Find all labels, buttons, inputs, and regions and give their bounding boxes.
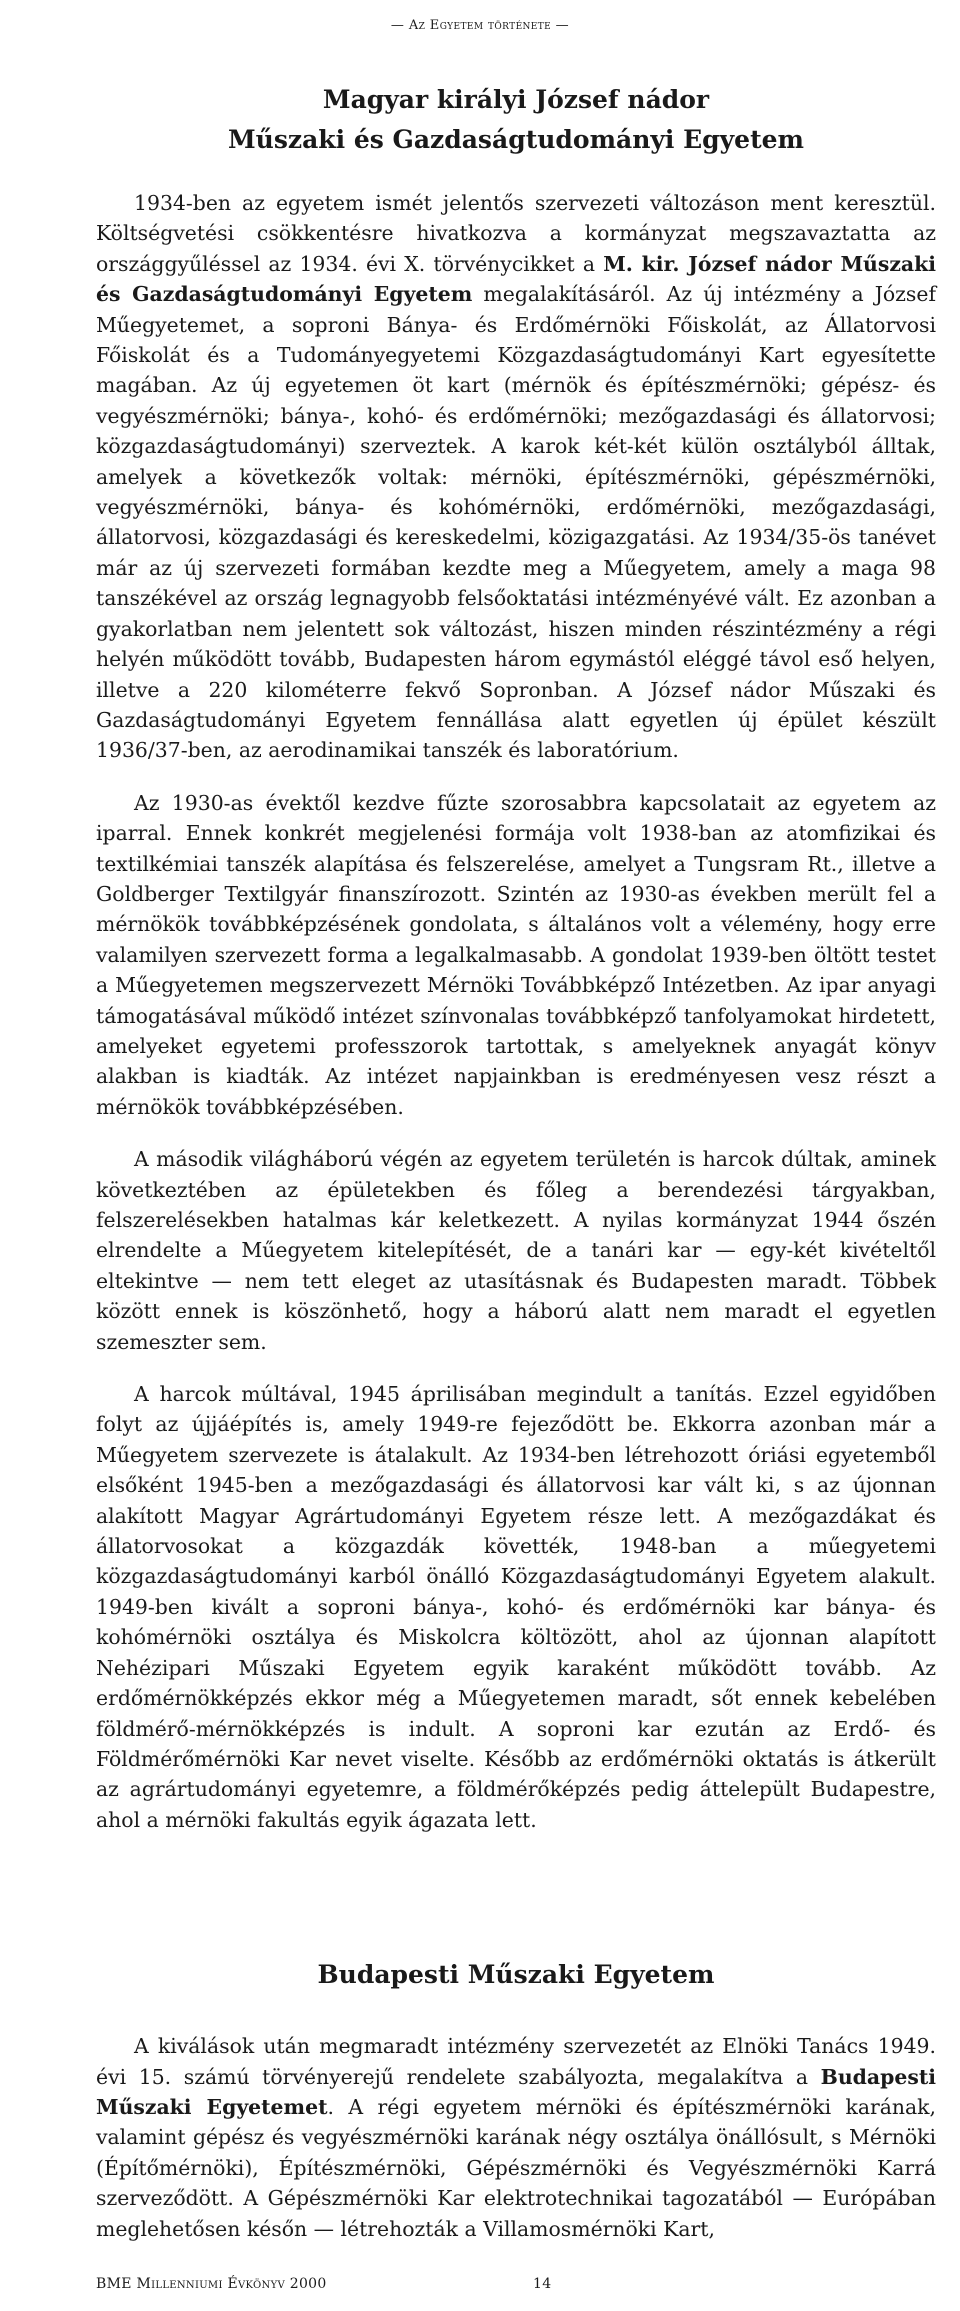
page-content	[96, 60, 936, 2244]
paragraph-industry-ties: Az 1930-as évektől kezdve fűzte szorosabbra kapcsolatait az egyetem az iparral. Ennek konkrét megjelenési formája volt 1938-ban az atomfizikai és textilkémiai tanszék alapítása és felszerelése, amelyet a Tungsram Rt., illetve a Goldberger Textilgyár finanszírozott. Szintén az 1930-as években merült fel a mérnökök továbbképzésének gondolata, s általános volt a vélemény, hogy erre valamilyen szervezett forma a legalkalmasabb. A gondolat 1939-ben öltött testet a Műegyetemen megszervezett Mérnöki Továbbképző Intézetben. Az ipar anyagi támogatásával működő intézet színvonalas továbbképző tanfolyamokat hirdetett, amelyeket egyetemi professzorok tartottak, s amelyeknek anyagát könyv alakban is kiadták. Az intézet napjainkban is eredményesen vesz részt a mérnökök továbbképzésében.	[96, 790, 936, 1119]
paragraph-bme-founding	[96, 2031, 936, 2244]
section-bme	[96, 2031, 936, 2244]
page-number: 14	[533, 2276, 552, 2292]
section-1934	[96, 188, 936, 1835]
paragraph-1934-reorganization	[96, 188, 936, 766]
section-heading-bme: Budapesti Műszaki Egyetem	[317, 1960, 715, 1990]
university-name-bold: M. kir. József nádor Műszaki és Gazdaságtudományi Egyetem	[96, 251, 937, 307]
page-footer	[96, 2276, 936, 2292]
text-run: megalakításáról. Az új intézmény a József Műegyetemet, a soproni Bánya- és Erdőmérnöki Főiskolát, az Állatorvosi Főiskolát és a Tudományegyetemi Közgazdaságtudományi Kart egyesítette magában. Az új egyetemen öt kart (mérnök és építészmérnöki; gépész- és vegyészmérnöki; bánya-, kohó- és erdőmérnöki; mezőgazdasági és állatorvosi; közgazdaságtudományi) szerveztek. A karok két-két külön osztályból álltak, amelyek a következők voltak: mérnöki, építészmérnöki, gépészmérnöki, vegyészmérnöki, bánya- és kohómérnöki, erdőmérnöki, mezőgazdasági, állatorvosi, közgazdasági és kereskedelmi, közigazgatási. Az 1934/35-ös tanévet már az új szervezeti formában kezdte meg a Műegyetem, amely a maga 98 tanszékével az ország legnagyobb felsőoktatási intézményévé vált. Ez azonban a gyakorlatban nem jelentett sok változást, hiszen minden részintézmény a régi helyén működött tovább, Budapesten három egymástól eléggé távol eső helyen, illetve a 220 kilométerre fekvő Sopronban. A József nádor Műszaki és Gazdaságtudományi Egyetem fennállása alatt egyetlen új épület készült 1936/37-ben, az aerodinamikai tanszék és laboratórium.	[96, 282, 937, 763]
paragraph-world-war-2: A második világháború végén az egyetem területén is harcok dúltak, aminek következtében az épületekben és főleg a berendezési tárgyakban, felszerelésekben hatalmas kár keletkezett. A nyilas kormányzat 1944 őszén elrendelte a Műegyetem kitelepítését, de a tanári kar — egy-két kivételtől eltekintve — nem tett eleget az utasításnak és Budapesten maradt. Többek között ennek is köszönhető, hogy a háború alatt nem maradt el egyetlen szemeszter sem.	[96, 1147, 936, 1354]
text-run: . A régi egyetem mérnöki és építészmérnöki karának, valamint gépész és vegyészmérnöki karának négy osztálya önállósult, s Mérnöki (Építőmérnöki), Építészmérnöki, Gépészmérnöki és Vegyészmérnöki Karrá szerveződött. A Gépészmérnöki Kar elektrotechnikai tagozatából — Európában meglehetősen későn — létrehozták a Villamosmérnöki Kart,	[96, 2094, 937, 2241]
page-title	[96, 80, 936, 160]
title-line-1: Magyar királyi József nádor	[322, 85, 710, 114]
paragraph-postwar: A harcok múltával, 1945 áprilisában megindult a tanítás. Ezzel egyidőben folyt az újjáépítés is, amely 1949-re fejeződött be. Ekkorra azonban már a Műegyetem szervezete is átalakult. Az 1934-ben létrehozott óriási egyetemből elsőként 1945-ben a mezőgazdasági és állatorvosi kar vált ki, s az újonnan alakított Magyar Agrártudományi Egyetem része lett. A mezőgazdákat és állatorvosokat a közgazdák követték, 1948-ban a műegyetemi közgazdaságtudományi karból önálló Közgazdaságtudományi Egyetem alakult. 1949-ben kivált a soproni bánya-, kohó- és erdőmérnöki kar bánya- és kohómérnöki osztálya és Miskolcra költözött, ahol az újonnan alapított Nehézipari Műszaki Egyetem egyik karaként működött tovább. Az erdőmérnökképzés ekkor még a Műegyetemen maradt, sőt ennek kebelében földmérő-mérnökképzés is indult. A soproni kar ezután az Erdő- és Földmérőmérnöki Kar nevet viselte. Később az erdőmérnöki oktatás is átkerült az agrártudományi egyetemre, a földmérőképzés pedig áttelepült Budapestre, ahol a mérnöki fakultás egyik ágazata lett.	[96, 1382, 936, 1832]
text-run: 1934-ben az egyetem ismét jelentős szervezeti változáson ment keresztül. Költségvetési csökkentésre hivatkozva a kormányzat megszavaztatta az országgyűléssel az 1934. évi X. törvénycikket a	[96, 191, 936, 276]
running-header: — Az Egyetem története —	[390, 18, 570, 33]
title-line-2: Műszaki és Gazdaságtudományi Egyetem	[227, 125, 804, 154]
footer-book-title: BME Millenniumi Évkönyv 2000	[96, 2276, 327, 2292]
bme-name-bold: Budapesti Műszaki Egyetemet	[96, 2064, 936, 2119]
text-run: A kiválások után megmaradt intézmény szervezetét az Elnöki Tanács 1949. évi 15. számú törvényerejű rendelete szabályozta, megalakítva a	[96, 2034, 936, 2089]
